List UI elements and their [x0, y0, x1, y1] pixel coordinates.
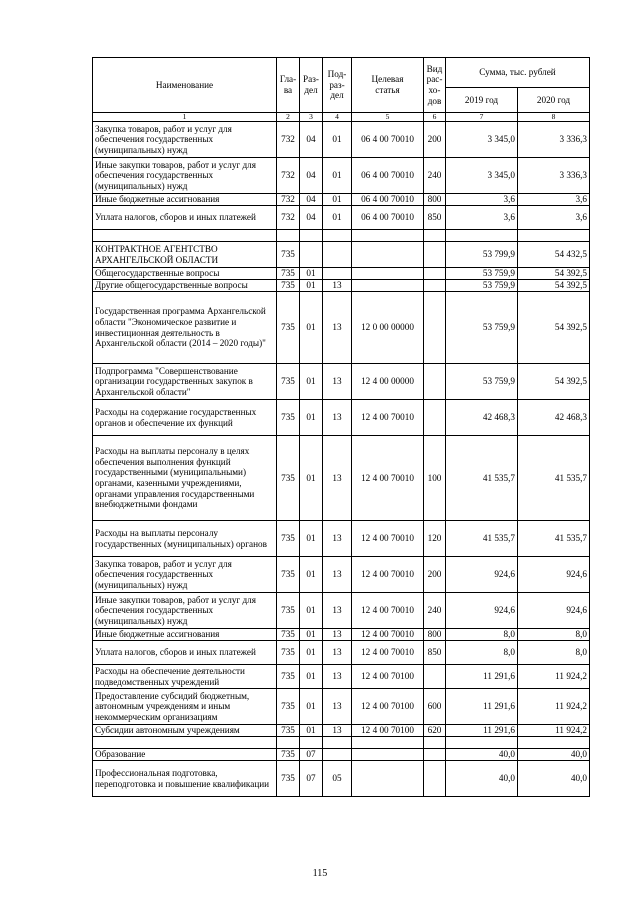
row-expense-type: 800: [424, 629, 446, 641]
header-year-2019: 2019 год: [446, 88, 518, 113]
row-chapter: 732: [277, 206, 300, 230]
row-sum-2020: 8,0: [518, 641, 590, 665]
row-subsection: 13: [323, 292, 352, 364]
row-section: 01: [300, 521, 323, 557]
row-name: Иные бюджетные ассигнования: [93, 629, 277, 641]
row-sum-2019: 53 799,9: [446, 242, 518, 268]
row-sum-2020: 54 392,5: [518, 292, 590, 364]
row-section: 01: [300, 400, 323, 436]
empty-cell: [300, 230, 323, 242]
row-target: 12 4 00 70100: [352, 665, 424, 689]
row-sum-2020: 40,0: [518, 761, 590, 797]
row-target: 12 4 00 70100: [352, 689, 424, 725]
row-sum-2020: 3,6: [518, 206, 590, 230]
row-section: 07: [300, 749, 323, 761]
table-row: [93, 641, 590, 665]
row-subsection: [323, 242, 352, 268]
row-expense-type: 120: [424, 521, 446, 557]
row-expense-type: [424, 364, 446, 400]
row-target: 12 4 00 70100: [352, 725, 424, 737]
row-expense-type: [424, 400, 446, 436]
row-chapter: 735: [277, 689, 300, 725]
empty-cell: [446, 230, 518, 242]
row-sum-2020: 924,6: [518, 593, 590, 629]
table-row: [93, 629, 590, 641]
row-subsection: 01: [323, 206, 352, 230]
budget-table: [92, 57, 590, 797]
row-subsection: 01: [323, 158, 352, 194]
row-sum-2019: 53 759,9: [446, 268, 518, 280]
row-target: [352, 280, 424, 292]
row-sum-2019: 11 291,6: [446, 665, 518, 689]
row-target: [352, 761, 424, 797]
row-sum-2019: 53 759,9: [446, 364, 518, 400]
row-section: 07: [300, 761, 323, 797]
table-row: [93, 268, 590, 280]
row-sum-2020: 41 535,7: [518, 436, 590, 521]
row-chapter: 735: [277, 593, 300, 629]
column-index: 2: [277, 113, 300, 122]
table-row: [93, 665, 590, 689]
header-section: Раз- дел: [300, 58, 323, 113]
empty-cell: [518, 737, 590, 749]
row-target: 12 4 00 70010: [352, 629, 424, 641]
row-sum-2019: 3 345,0: [446, 158, 518, 194]
row-chapter: 732: [277, 122, 300, 158]
row-chapter: 735: [277, 761, 300, 797]
row-expense-type: [424, 749, 446, 761]
row-subsection: 13: [323, 521, 352, 557]
row-name: Другие общегосударственные вопросы: [93, 280, 277, 292]
row-sum-2020: 11 924,2: [518, 725, 590, 737]
table-row: [93, 158, 590, 194]
empty-cell: [93, 230, 277, 242]
row-subsection: [323, 268, 352, 280]
row-name: Подпрограмма "Совершенствование организации государственных закупок в Архангельской области": [93, 364, 277, 400]
row-sum-2019: 41 535,7: [446, 436, 518, 521]
spacer-row: [93, 737, 590, 749]
row-section: 01: [300, 268, 323, 280]
row-sum-2020: 924,6: [518, 557, 590, 593]
row-sum-2019: 11 291,6: [446, 725, 518, 737]
row-target: 06 4 00 70010: [352, 206, 424, 230]
row-section: 01: [300, 364, 323, 400]
row-target: 06 4 00 70010: [352, 122, 424, 158]
spacer-row: [93, 230, 590, 242]
header-sum: Сумма, тыс. рублей: [446, 58, 590, 88]
row-expense-type: 850: [424, 206, 446, 230]
row-subsection: 01: [323, 194, 352, 206]
row-expense-type: 850: [424, 641, 446, 665]
row-sum-2020: 11 924,2: [518, 665, 590, 689]
row-sum-2019: 40,0: [446, 749, 518, 761]
row-name: Иные закупки товаров, работ и услуг для обеспечения государственных (муниципальных) нужд: [93, 593, 277, 629]
row-sum-2020: 41 535,7: [518, 521, 590, 557]
table-row: [93, 194, 590, 206]
header-year-2020: 2020 год: [518, 88, 590, 113]
row-subsection: 01: [323, 122, 352, 158]
row-sum-2020: 3 336,3: [518, 122, 590, 158]
row-target: 12 4 00 00000: [352, 364, 424, 400]
column-index: 8: [518, 113, 590, 122]
row-expense-type: [424, 280, 446, 292]
row-name: Расходы на обеспечение деятельности подведомственных учреждений: [93, 665, 277, 689]
row-sum-2019: 3,6: [446, 194, 518, 206]
row-target: [352, 749, 424, 761]
header-expense-type: Вид рас- хо- дов: [424, 58, 446, 113]
row-target: 12 4 00 70010: [352, 400, 424, 436]
row-sum-2020: 11 924,2: [518, 689, 590, 725]
header-name: Наименование: [93, 58, 277, 113]
row-subsection: 13: [323, 725, 352, 737]
row-sum-2020: 42 468,3: [518, 400, 590, 436]
row-name: Профессиональная подготовка, переподготовка и повышение квалификации: [93, 761, 277, 797]
row-target: 12 0 00 00000: [352, 292, 424, 364]
row-section: 01: [300, 629, 323, 641]
header-chapter: Гла- ва: [277, 58, 300, 113]
row-subsection: 13: [323, 557, 352, 593]
row-target: 06 4 00 70010: [352, 194, 424, 206]
row-section: 01: [300, 436, 323, 521]
row-sum-2019: 924,6: [446, 593, 518, 629]
row-sum-2019: 53 759,9: [446, 280, 518, 292]
table-row: [93, 557, 590, 593]
table-row: [93, 122, 590, 158]
row-expense-type: [424, 761, 446, 797]
row-subsection: 13: [323, 280, 352, 292]
row-sum-2019: 40,0: [446, 761, 518, 797]
row-target: 12 4 00 70010: [352, 593, 424, 629]
row-name: Расходы на выплаты персоналу в целях обеспечения выполнения функций государственными (муниципальными) органами, казенными учреждениями, органами управления государственными внебюджетными фондами: [93, 436, 277, 521]
row-subsection: 13: [323, 689, 352, 725]
row-expense-type: [424, 292, 446, 364]
row-sum-2020: 3,6: [518, 194, 590, 206]
row-section: 01: [300, 280, 323, 292]
row-name: КОНТРАКТНОЕ АГЕНТСТВО АРХАНГЕЛЬСКОЙ ОБЛАСТИ: [93, 242, 277, 268]
row-section: 01: [300, 725, 323, 737]
table-body: [93, 122, 590, 797]
row-sum-2020: 54 392,5: [518, 364, 590, 400]
row-name: Закупка товаров, работ и услуг для обеспечения государственных (муниципальных) нужд: [93, 122, 277, 158]
row-chapter: 735: [277, 400, 300, 436]
row-sum-2019: 3,6: [446, 206, 518, 230]
row-section: 01: [300, 689, 323, 725]
empty-cell: [352, 230, 424, 242]
row-expense-type: 240: [424, 158, 446, 194]
row-target: 12 4 00 70010: [352, 436, 424, 521]
row-target: 06 4 00 70010: [352, 158, 424, 194]
empty-cell: [518, 230, 590, 242]
empty-cell: [300, 737, 323, 749]
row-expense-type: 100: [424, 436, 446, 521]
row-name: Уплата налогов, сборов и иных платежей: [93, 206, 277, 230]
row-subsection: 13: [323, 665, 352, 689]
row-sum-2019: 8,0: [446, 629, 518, 641]
row-section: 01: [300, 641, 323, 665]
row-target: [352, 242, 424, 268]
row-section: 01: [300, 665, 323, 689]
row-chapter: 735: [277, 292, 300, 364]
row-sum-2019: 42 468,3: [446, 400, 518, 436]
row-expense-type: [424, 665, 446, 689]
column-index: 7: [446, 113, 518, 122]
row-name: Иные закупки товаров, работ и услуг для обеспечения государственных (муниципальных) нужд: [93, 158, 277, 194]
row-sum-2020: 54 432,5: [518, 242, 590, 268]
row-subsection: 13: [323, 400, 352, 436]
row-name: Расходы на выплаты персоналу государственных (муниципальных) органов: [93, 521, 277, 557]
row-subsection: 13: [323, 436, 352, 521]
row-sum-2020: 40,0: [518, 749, 590, 761]
row-target: 12 4 00 70010: [352, 641, 424, 665]
row-subsection: 13: [323, 629, 352, 641]
row-sum-2019: 11 291,6: [446, 689, 518, 725]
column-index: 1: [93, 113, 277, 122]
empty-cell: [277, 230, 300, 242]
row-section: [300, 242, 323, 268]
row-subsection: [323, 749, 352, 761]
row-section: 04: [300, 206, 323, 230]
row-subsection: 13: [323, 364, 352, 400]
table-row: [93, 364, 590, 400]
empty-cell: [424, 230, 446, 242]
row-sum-2020: 3 336,3: [518, 158, 590, 194]
row-sum-2019: 41 535,7: [446, 521, 518, 557]
row-name: Общегосударственные вопросы: [93, 268, 277, 280]
column-index: 4: [323, 113, 352, 122]
row-sum-2020: 54 392,5: [518, 268, 590, 280]
table-row: [93, 242, 590, 268]
row-chapter: 735: [277, 665, 300, 689]
row-expense-type: 620: [424, 725, 446, 737]
row-name: Предоставление субсидий бюджетным, автономным учреждениям и иным некоммерческим организациям: [93, 689, 277, 725]
row-expense-type: [424, 268, 446, 280]
row-subsection: 05: [323, 761, 352, 797]
row-subsection: 13: [323, 641, 352, 665]
row-chapter: 735: [277, 242, 300, 268]
row-section: 04: [300, 194, 323, 206]
empty-cell: [323, 737, 352, 749]
row-sum-2019: 53 759,9: [446, 292, 518, 364]
row-expense-type: 240: [424, 593, 446, 629]
table-row: [93, 436, 590, 521]
row-expense-type: 600: [424, 689, 446, 725]
column-index: 6: [424, 113, 446, 122]
empty-cell: [352, 737, 424, 749]
row-name: Уплата налогов, сборов и иных платежей: [93, 641, 277, 665]
empty-cell: [424, 737, 446, 749]
row-target: 12 4 00 70010: [352, 521, 424, 557]
table-row: [93, 749, 590, 761]
table-row: [93, 400, 590, 436]
empty-cell: [93, 737, 277, 749]
table-row: [93, 206, 590, 230]
row-section: 04: [300, 122, 323, 158]
row-chapter: 735: [277, 629, 300, 641]
column-index: 5: [352, 113, 424, 122]
row-sum-2020: 54 392,5: [518, 280, 590, 292]
row-name: Иные бюджетные ассигнования: [93, 194, 277, 206]
table-row: [93, 761, 590, 797]
row-name: Государственная программа Архангельской области "Экономическое развитие и инвестиционная деятельность в Архангельской области (2014 – 2020 годы)": [93, 292, 277, 364]
row-expense-type: 200: [424, 122, 446, 158]
row-expense-type: [424, 242, 446, 268]
row-name: Закупка товаров, работ и услуг для обеспечения государственных (муниципальных) нужд: [93, 557, 277, 593]
header-subsection: Под- раз- дел: [323, 58, 352, 113]
row-chapter: 735: [277, 280, 300, 292]
row-chapter: 735: [277, 725, 300, 737]
table-row: [93, 521, 590, 557]
row-section: 01: [300, 292, 323, 364]
row-sum-2019: 8,0: [446, 641, 518, 665]
row-section: 01: [300, 593, 323, 629]
table-row: [93, 593, 590, 629]
row-target: [352, 268, 424, 280]
row-chapter: 735: [277, 641, 300, 665]
empty-cell: [323, 230, 352, 242]
row-section: 04: [300, 158, 323, 194]
row-name: Субсидии автономным учреждениям: [93, 725, 277, 737]
row-chapter: 732: [277, 158, 300, 194]
table-row: [93, 292, 590, 364]
row-name: Образование: [93, 749, 277, 761]
column-index: 3: [300, 113, 323, 122]
row-chapter: 735: [277, 364, 300, 400]
row-sum-2019: 3 345,0: [446, 122, 518, 158]
row-chapter: 735: [277, 521, 300, 557]
empty-cell: [446, 737, 518, 749]
table-row: [93, 689, 590, 725]
row-chapter: 732: [277, 194, 300, 206]
row-chapter: 735: [277, 268, 300, 280]
row-expense-type: 800: [424, 194, 446, 206]
row-target: 12 4 00 70010: [352, 557, 424, 593]
empty-cell: [277, 737, 300, 749]
column-index-row: [93, 113, 590, 122]
table-header: [93, 58, 590, 122]
row-name: Расходы на содержание государственных органов и обеспечение их функций: [93, 400, 277, 436]
row-section: 01: [300, 557, 323, 593]
row-expense-type: 200: [424, 557, 446, 593]
header-target: Целевая статья: [352, 58, 424, 113]
row-chapter: 735: [277, 557, 300, 593]
row-chapter: 735: [277, 436, 300, 521]
row-sum-2020: 8,0: [518, 629, 590, 641]
page-number: 115: [312, 868, 328, 879]
row-subsection: 13: [323, 593, 352, 629]
row-chapter: 735: [277, 749, 300, 761]
table-row: [93, 280, 590, 292]
row-sum-2019: 924,6: [446, 557, 518, 593]
table-row: [93, 725, 590, 737]
